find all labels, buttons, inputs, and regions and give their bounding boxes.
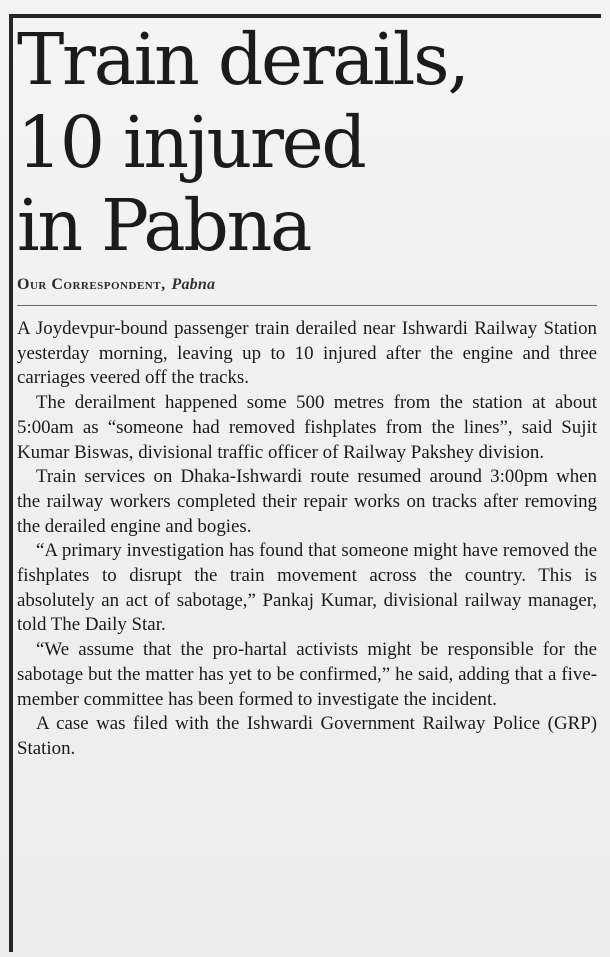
paragraph-4: “A primary investigation has found that someone might have removed the fishplates to disrupt the train movement across the country. This is absolutely an act of sabotage,” Pankaj Kumar, divisional railway manager, told The Daily Star.: [17, 540, 597, 636]
article: [14, 18, 602, 953]
paragraph-3: Train services on Dhaka-Ishwardi route resumed around 3:00pm when the railway workers completed their repair works on tracks after removing the derailed engine and bogies.: [17, 466, 597, 537]
byline-place: Pabna: [171, 276, 216, 293]
paragraph-6: A case was filed with the Ishwardi Government Railway Police (GRP) Station.: [17, 713, 597, 759]
headline: [17, 18, 597, 267]
headline-line-3: in Pabna: [17, 184, 311, 267]
paragraph-5: “We assume that the pro-hartal activists might be responsible for the sabotage but the matter has yet to be confirmed,” he said, adding that a five-member committee has been formed to investigate the incident.: [17, 639, 597, 710]
byline-separator: ,: [161, 276, 166, 293]
paragraph-1: A Joydevpur-bound passenger train derailed near Ishwardi Railway Station yesterday morning, leaving up to 10 injured after the engine and three carriages veered off the tracks.: [17, 318, 597, 389]
headline-line-1: Train derails,: [17, 18, 468, 101]
paragraph-2: The derailment happened some 500 metres from the station at about 5:00am as “someone had removed fishplates from the lines”, said Sujit Kumar Biswas, divisional traffic officer of Railway Pakshey division.: [17, 392, 597, 463]
byline-divider: [17, 305, 597, 306]
left-border-rule: [9, 14, 13, 952]
article-body: [17, 317, 597, 762]
byline-name: Our Correspondent: [17, 276, 162, 293]
headline-line-2: 10 injured: [17, 101, 365, 184]
byline: [17, 275, 597, 295]
